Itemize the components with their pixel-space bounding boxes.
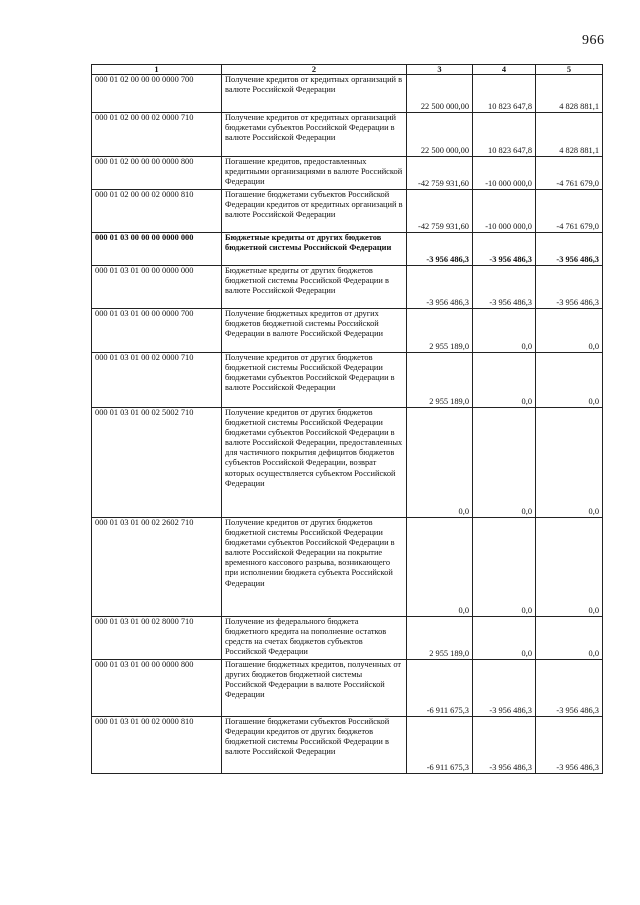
row-code: 000 01 03 00 00 00 0000 000 [92, 233, 222, 266]
row-value-col5: -3 956 486,3 [536, 717, 603, 774]
row-value-col5: 0,0 [536, 309, 603, 353]
table-row [92, 190, 603, 233]
table-row [92, 408, 603, 518]
row-name: Погашение кредитов, предоставленных кредитными организациями в валюте Российской Федерации [222, 157, 407, 190]
row-name: Получение бюджетных кредитов от других бюджетов бюджетной системы Российской Федерации в валюте Российской Федерации [222, 309, 407, 353]
row-value-col4: -10 000 000,0 [473, 190, 536, 233]
row-value-col3: 0,0 [407, 408, 473, 518]
row-name: Получение кредитов от кредитных организаций бюджетами субъектов Российской Федерации в валюте Российской Федерации [222, 113, 407, 157]
row-value-col4: -3 956 486,3 [473, 233, 536, 266]
row-value-col3: -6 911 675,3 [407, 717, 473, 774]
row-value-col3: 2 955 189,0 [407, 309, 473, 353]
row-name: Погашение бюджетами субъектов Российской Федерации кредитов от других бюджетов бюджетной системы Российской Федерации в валюте Российской Федерации [222, 717, 407, 774]
row-value-col5: 0,0 [536, 617, 603, 660]
row-name: Получение кредитов от других бюджетов бюджетной системы Российской Федерации бюджетами субъектов Российской Федерации в валюте Российской Федерации на покрытие временного кассового разрыва, возникающего при исполнении бюджета субъекта Российской Федерации [222, 518, 407, 617]
row-value-col4: 0,0 [473, 353, 536, 408]
row-name: Погашение бюджетами субъектов Российской Федерации кредитов от кредитных организаций в валюте Российской Федерации [222, 190, 407, 233]
row-code: 000 01 03 01 00 02 2602 710 [92, 518, 222, 617]
table-row [92, 75, 603, 113]
table-body [92, 75, 603, 774]
row-value-col3: 0,0 [407, 518, 473, 617]
row-value-col4: 0,0 [473, 617, 536, 660]
row-name: Бюджетные кредиты от других бюджетов бюджетной системы Российской Федерации [222, 233, 407, 266]
row-value-col4: -3 956 486,3 [473, 266, 536, 309]
table-row [92, 157, 603, 190]
row-name: Получение кредитов от кредитных организаций в валюте Российской Федерации [222, 75, 407, 113]
row-code: 000 01 03 01 00 00 0000 700 [92, 309, 222, 353]
row-name: Получение кредитов от других бюджетов бюджетной системы Российской Федерации бюджетами субъектов Российской Федерации в валюте Российской Федерации, предоставленных для частичного покрытия дефицитов бюджетов субъектов Российской Федерации, возврат которых осуществляется субъектом Российской Федерации [222, 408, 407, 518]
table-row [92, 518, 603, 617]
column-header-amount-1: 3 [407, 65, 473, 75]
row-code: 000 01 03 01 00 02 0000 710 [92, 353, 222, 408]
row-value-col5: -4 761 679,0 [536, 190, 603, 233]
row-name: Бюджетные кредиты от других бюджетов бюджетной системы Российской Федерации в валюте Российской Федерации [222, 266, 407, 309]
budget-sources-table [91, 64, 603, 774]
column-header-name: 2 [222, 65, 407, 75]
table-row [92, 660, 603, 717]
row-value-col4: -10 000 000,0 [473, 157, 536, 190]
row-value-col3: 2 955 189,0 [407, 353, 473, 408]
row-value-col5: 4 828 881,1 [536, 113, 603, 157]
row-value-col5: -3 956 486,3 [536, 266, 603, 309]
row-value-col3: -3 956 486,3 [407, 233, 473, 266]
row-value-col4: 10 823 647,8 [473, 75, 536, 113]
table-row [92, 617, 603, 660]
column-header-amount-3: 5 [536, 65, 603, 75]
table-row [92, 309, 603, 353]
row-code: 000 01 03 01 00 00 0000 000 [92, 266, 222, 309]
table-row [92, 266, 603, 309]
row-value-col4: 0,0 [473, 408, 536, 518]
row-name: Получение кредитов от других бюджетов бюджетной системы Российской Федерации бюджетами субъектов Российской Федерации в валюте Российской Федерации [222, 353, 407, 408]
table-row [92, 353, 603, 408]
row-value-col5: -3 956 486,3 [536, 660, 603, 717]
row-code: 000 01 03 01 00 02 8000 710 [92, 617, 222, 660]
row-value-col3: -3 956 486,3 [407, 266, 473, 309]
row-value-col5: 4 828 881,1 [536, 75, 603, 113]
row-value-col4: 0,0 [473, 518, 536, 617]
row-value-col5: 0,0 [536, 518, 603, 617]
row-name: Погашение бюджетных кредитов, полученных от других бюджетов бюджетной системы Российской Федерации в валюте Российской Федерации [222, 660, 407, 717]
row-value-col3: -42 759 931,60 [407, 190, 473, 233]
row-value-col4: -3 956 486,3 [473, 717, 536, 774]
row-value-col4: 0,0 [473, 309, 536, 353]
column-header-amount-2: 4 [473, 65, 536, 75]
table-header-row [92, 65, 603, 75]
row-code: 000 01 02 00 00 02 0000 810 [92, 190, 222, 233]
page-number: 966 [582, 33, 605, 48]
row-value-col3: 22 500 000,00 [407, 113, 473, 157]
row-name: Получение из федерального бюджета бюджетного кредита на пополнение остатков средств на счетах бюджетов субъектов Российской Федерации [222, 617, 407, 660]
row-code: 000 01 02 00 00 02 0000 710 [92, 113, 222, 157]
row-value-col3: 22 500 000,00 [407, 75, 473, 113]
row-code: 000 01 02 00 00 00 0000 800 [92, 157, 222, 190]
column-header-code: 1 [92, 65, 222, 75]
row-value-col3: -6 911 675,3 [407, 660, 473, 717]
row-value-col4: -3 956 486,3 [473, 660, 536, 717]
row-value-col5: 0,0 [536, 353, 603, 408]
row-value-col5: -4 761 679,0 [536, 157, 603, 190]
row-code: 000 01 03 01 00 02 0000 810 [92, 717, 222, 774]
row-value-col5: -3 956 486,3 [536, 233, 603, 266]
table-row [92, 113, 603, 157]
row-value-col5: 0,0 [536, 408, 603, 518]
row-value-col3: 2 955 189,0 [407, 617, 473, 660]
row-value-col3: -42 759 931,60 [407, 157, 473, 190]
table-row [92, 233, 603, 266]
row-code: 000 01 02 00 00 00 0000 700 [92, 75, 222, 113]
row-code: 000 01 03 01 00 02 5002 710 [92, 408, 222, 518]
row-code: 000 01 03 01 00 00 0000 800 [92, 660, 222, 717]
row-value-col4: 10 823 647,8 [473, 113, 536, 157]
table-row [92, 717, 603, 774]
